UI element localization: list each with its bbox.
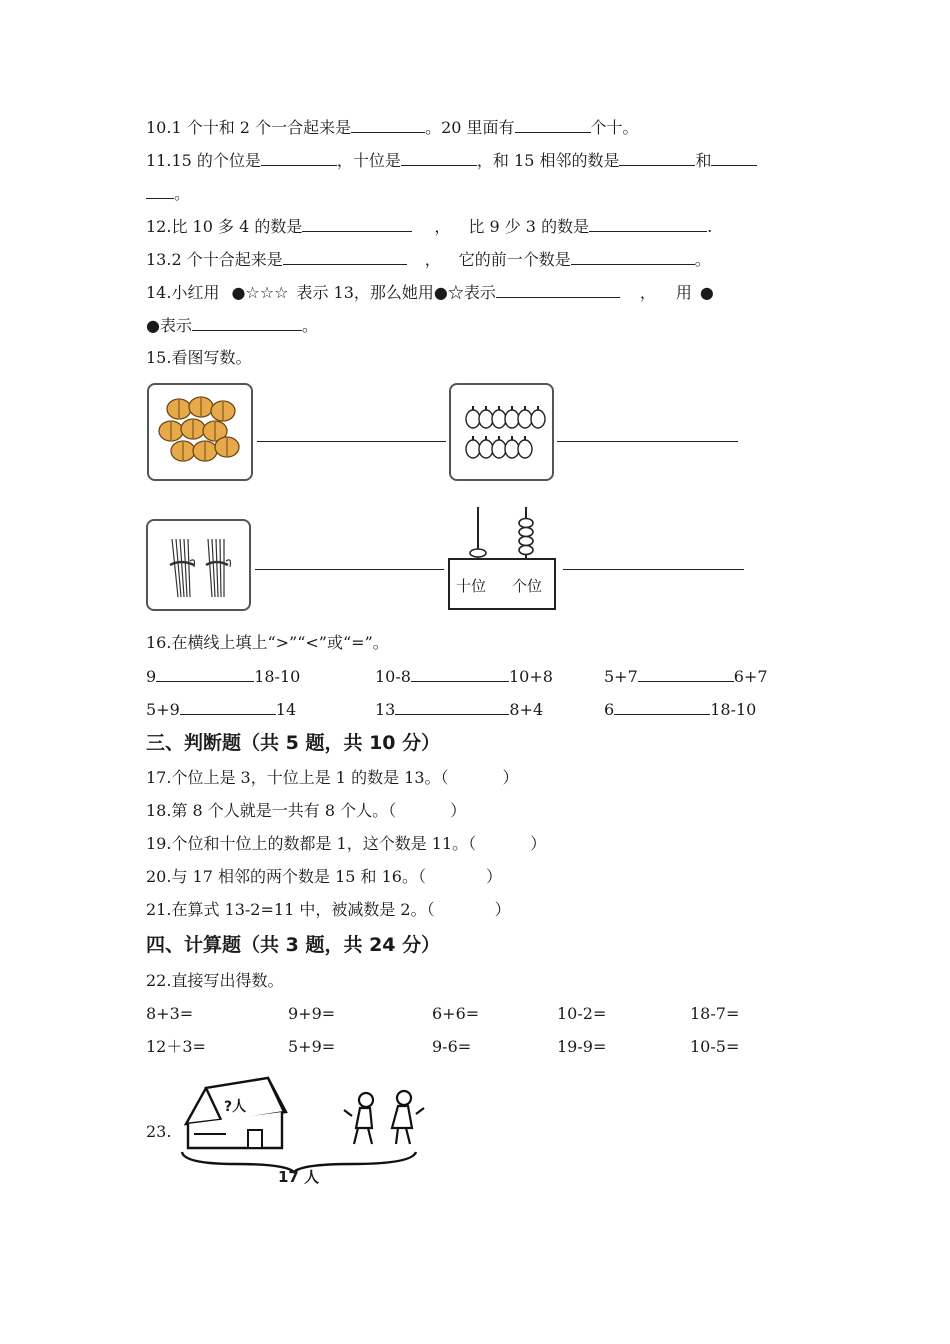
answer-line[interactable]: [557, 441, 738, 442]
answer-blank[interactable]: [571, 248, 695, 265]
answer-blank[interactable]: [589, 215, 707, 232]
calc-item[interactable]: 10-2=: [557, 1004, 607, 1023]
question-11-continued: 。: [146, 182, 190, 205]
answer-blank[interactable]: [395, 698, 509, 715]
answer-blank[interactable]: [401, 149, 477, 166]
answer-blank[interactable]: [146, 182, 174, 199]
answer-blank[interactable]: [180, 698, 276, 715]
calc-item[interactable]: 10-5=: [690, 1037, 740, 1056]
compare-item: 10-8 10+8: [375, 667, 553, 686]
answer-blank[interactable]: [614, 698, 710, 715]
compare-item: 9 18-10: [146, 667, 301, 686]
question-10: 10.1 个十和 2 个一合起来是 。20 里面有 个十。: [146, 118, 639, 137]
q23-figure: [176, 1072, 436, 1190]
compare-item: 5+9 14: [146, 700, 297, 719]
judge-question: 20.与 17 相邻的两个数是 15 和 16。（ ）: [146, 867, 502, 886]
abacus-tens-label: 十位: [456, 577, 487, 595]
answer-blank[interactable]: [261, 149, 337, 166]
apples-picture: [449, 383, 554, 481]
question-14: 14.小红用 ●☆☆☆ 表示 13，那么她用●☆表示 ， 用 ●: [146, 283, 714, 302]
compare-item: 6 18-10: [604, 700, 757, 719]
answer-blank[interactable]: [192, 314, 302, 331]
question-13: 13.2 个十合起来是 ， 它的前一个数是 。: [146, 250, 711, 269]
judge-question: 21.在算式 13-2=11 中，被减数是 2。（ ）: [146, 900, 511, 919]
question-22: 22.直接写出得数。: [146, 971, 284, 990]
pumpkin-icon: [149, 385, 255, 483]
answer-blank[interactable]: [156, 665, 254, 682]
section-heading: 四、计算题（共 3 题，共 24 分）: [146, 934, 441, 956]
question-11: 11.15 的个位是 ，十位是 ，和 15 相邻的数是 和: [146, 149, 757, 172]
stick-bundle-icon: [148, 521, 253, 613]
total-label: 17 人: [278, 1168, 320, 1186]
answer-blank[interactable]: [351, 116, 425, 133]
judge-question: 17.个位上是 3，十位上是 1 的数是 13。（ ）: [146, 768, 519, 787]
answer-blank[interactable]: [619, 149, 695, 166]
calc-item[interactable]: 5+9=: [288, 1037, 336, 1056]
answer-line[interactable]: [255, 569, 444, 570]
judge-question: 19.个位和十位上的数都是 1，这个数是 11。（ ）: [146, 834, 547, 853]
answer-blank[interactable]: [638, 665, 734, 682]
question-16: 16.在横线上填上“>”“<”或“=”。: [146, 633, 389, 652]
stick-bundles-picture: [146, 519, 251, 611]
calc-item[interactable]: 18-7=: [690, 1004, 740, 1023]
answer-blank[interactable]: [411, 665, 509, 682]
answer-blank[interactable]: [711, 149, 757, 166]
judge-question: 18.第 8 个人就是一共有 8 个人。（ ）: [146, 801, 467, 820]
answer-blank[interactable]: [302, 215, 412, 232]
pumpkins-picture: [147, 383, 253, 481]
apple-icon: [451, 385, 556, 483]
calc-item[interactable]: 8+3=: [146, 1004, 194, 1023]
calc-item[interactable]: 9+9=: [288, 1004, 336, 1023]
compare-item: 5+7 6+7: [604, 667, 768, 686]
abacus-picture: [448, 503, 558, 611]
house-unknown-label: ?人: [224, 1099, 247, 1115]
abacus-ones-label: 个位: [512, 577, 543, 595]
question-15: 15.看图写数。: [146, 348, 252, 367]
calc-item[interactable]: 12＋3=: [146, 1037, 206, 1056]
calc-item[interactable]: 19-9=: [557, 1037, 607, 1056]
answer-blank[interactable]: [515, 116, 591, 133]
answer-line[interactable]: [257, 441, 446, 442]
calc-item[interactable]: 9-6=: [432, 1037, 472, 1056]
calc-item[interactable]: 6+6=: [432, 1004, 480, 1023]
answer-blank[interactable]: [283, 248, 407, 265]
answer-line[interactable]: [563, 569, 744, 570]
section-heading: 三、判断题（共 5 题，共 10 分）: [146, 732, 441, 754]
answer-blank[interactable]: [496, 281, 620, 298]
question-12: 12.比 10 多 4 的数是 ， 比 9 少 3 的数是 .: [146, 217, 713, 236]
question-14-continued: ●表示 。: [146, 316, 318, 335]
compare-item: 13 8+4: [375, 700, 544, 719]
question-23: 23.: [146, 1122, 172, 1141]
